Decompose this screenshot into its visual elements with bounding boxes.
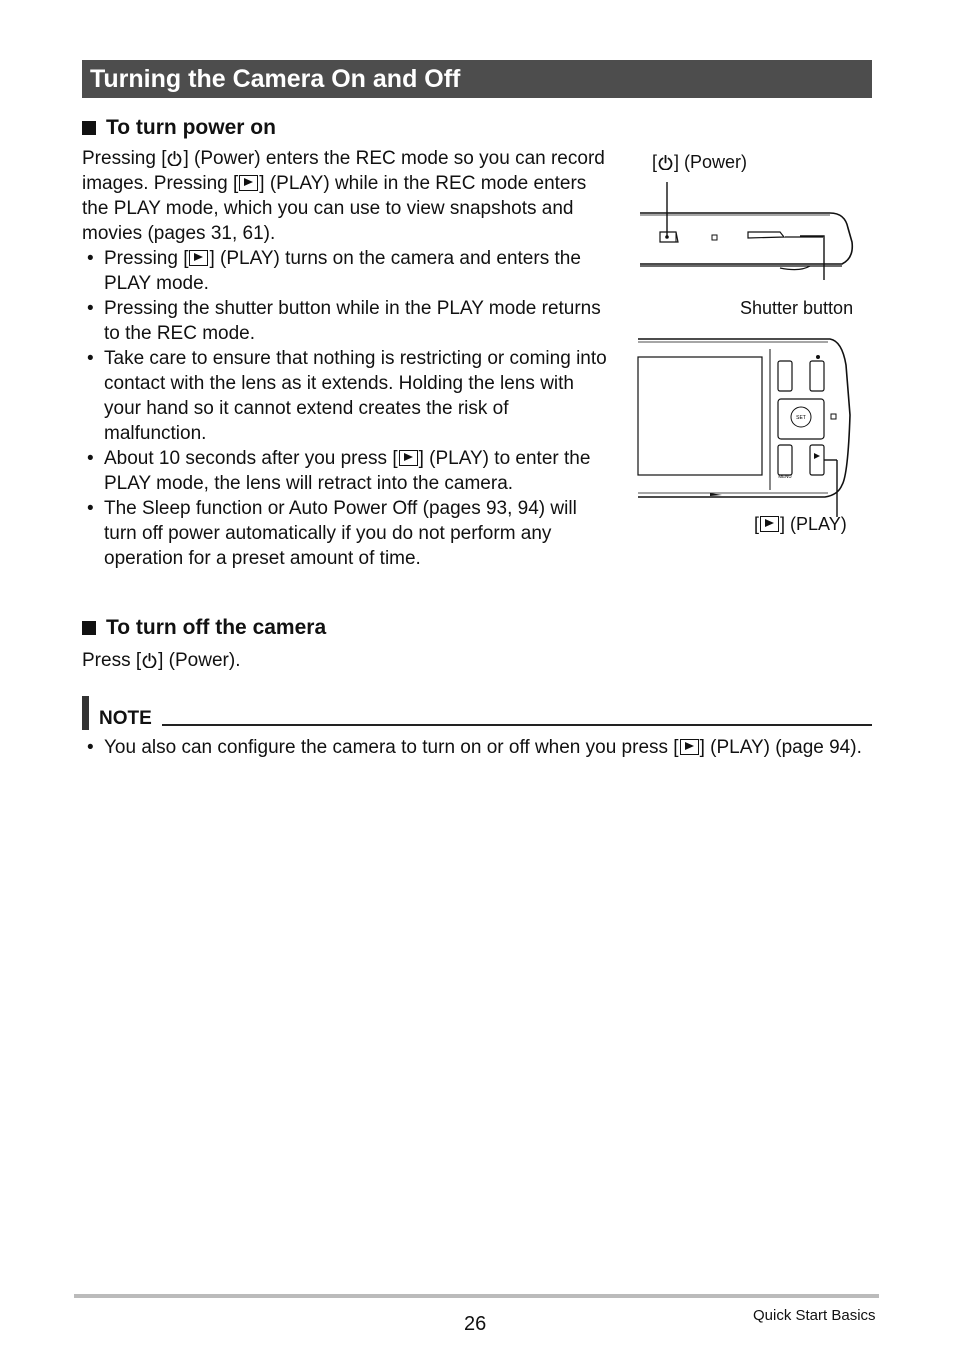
list-item: • Take care to ensure that nothing is restricting or coming into contact with the lens as it extends. Holding the lens with your hand so it cannot extend creates the risk of malfunction. [82, 346, 607, 446]
list-item: • The Sleep function or Auto Power Off (pages 93, 94) will turn off power automatically if you do not perform any operation for a preset amount of time. [82, 496, 607, 571]
heading-text: To turn power on [106, 116, 276, 139]
section-title: Turning the Camera On and Off [82, 60, 872, 98]
square-bullet-icon [82, 121, 96, 135]
list-item: • About 10 seconds after you press [ ] (PLAY) to enter the PLAY mode, the lens will retract into the camera. [82, 446, 607, 496]
note-label: NOTE [99, 708, 152, 729]
power-on-body [82, 146, 607, 571]
play-icon [399, 450, 418, 466]
heading-turn-off [82, 616, 326, 640]
power-icon [167, 151, 182, 166]
play-label: [ ] (PLAY) [754, 514, 847, 534]
note-body [82, 735, 872, 760]
menu-button-label: MENU [778, 474, 792, 479]
note-marker [82, 696, 89, 730]
bullet-list [82, 246, 607, 571]
page-number: 26 [464, 1313, 487, 1335]
play-icon [239, 175, 258, 191]
footer-section-name: Quick Start Basics [753, 1307, 876, 1324]
square-bullet-icon [82, 621, 96, 635]
play-icon [680, 739, 699, 755]
power-icon [142, 653, 157, 668]
power-label: [ ] (Power) [652, 152, 748, 172]
press-power-line: Press [ ] (Power). [82, 650, 241, 671]
power-icon [658, 155, 673, 170]
play-icon [189, 250, 208, 266]
heading-turn-power-on [82, 116, 276, 140]
intro-paragraph: Pressing [ ] (Power) enters the REC mode so you can record images. Pressing [ ] (PLAY) while in the REC mode enters the PLAY mode, which you can use to view snapshots and movies (pages 31, 61). [82, 148, 605, 244]
set-button-label: SET [796, 415, 806, 421]
list-item: • Pressing [ ] (PLAY) turns on the camera and enters the PLAY mode. [82, 246, 607, 296]
list-item: • You also can configure the camera to turn on or off when you press [ ] (PLAY) (page 94). [82, 735, 872, 760]
heading-text: To turn off the camera [106, 616, 327, 639]
shutter-label: Shutter button [740, 298, 854, 318]
note-divider [162, 724, 872, 726]
play-icon [760, 516, 779, 532]
camera-back-illustration [630, 335, 855, 520]
list-item: • Pressing the shutter button while in the PLAY mode returns to the REC mode. [82, 296, 607, 346]
footer-divider [74, 1294, 879, 1298]
camera-top-illustration [630, 180, 865, 280]
